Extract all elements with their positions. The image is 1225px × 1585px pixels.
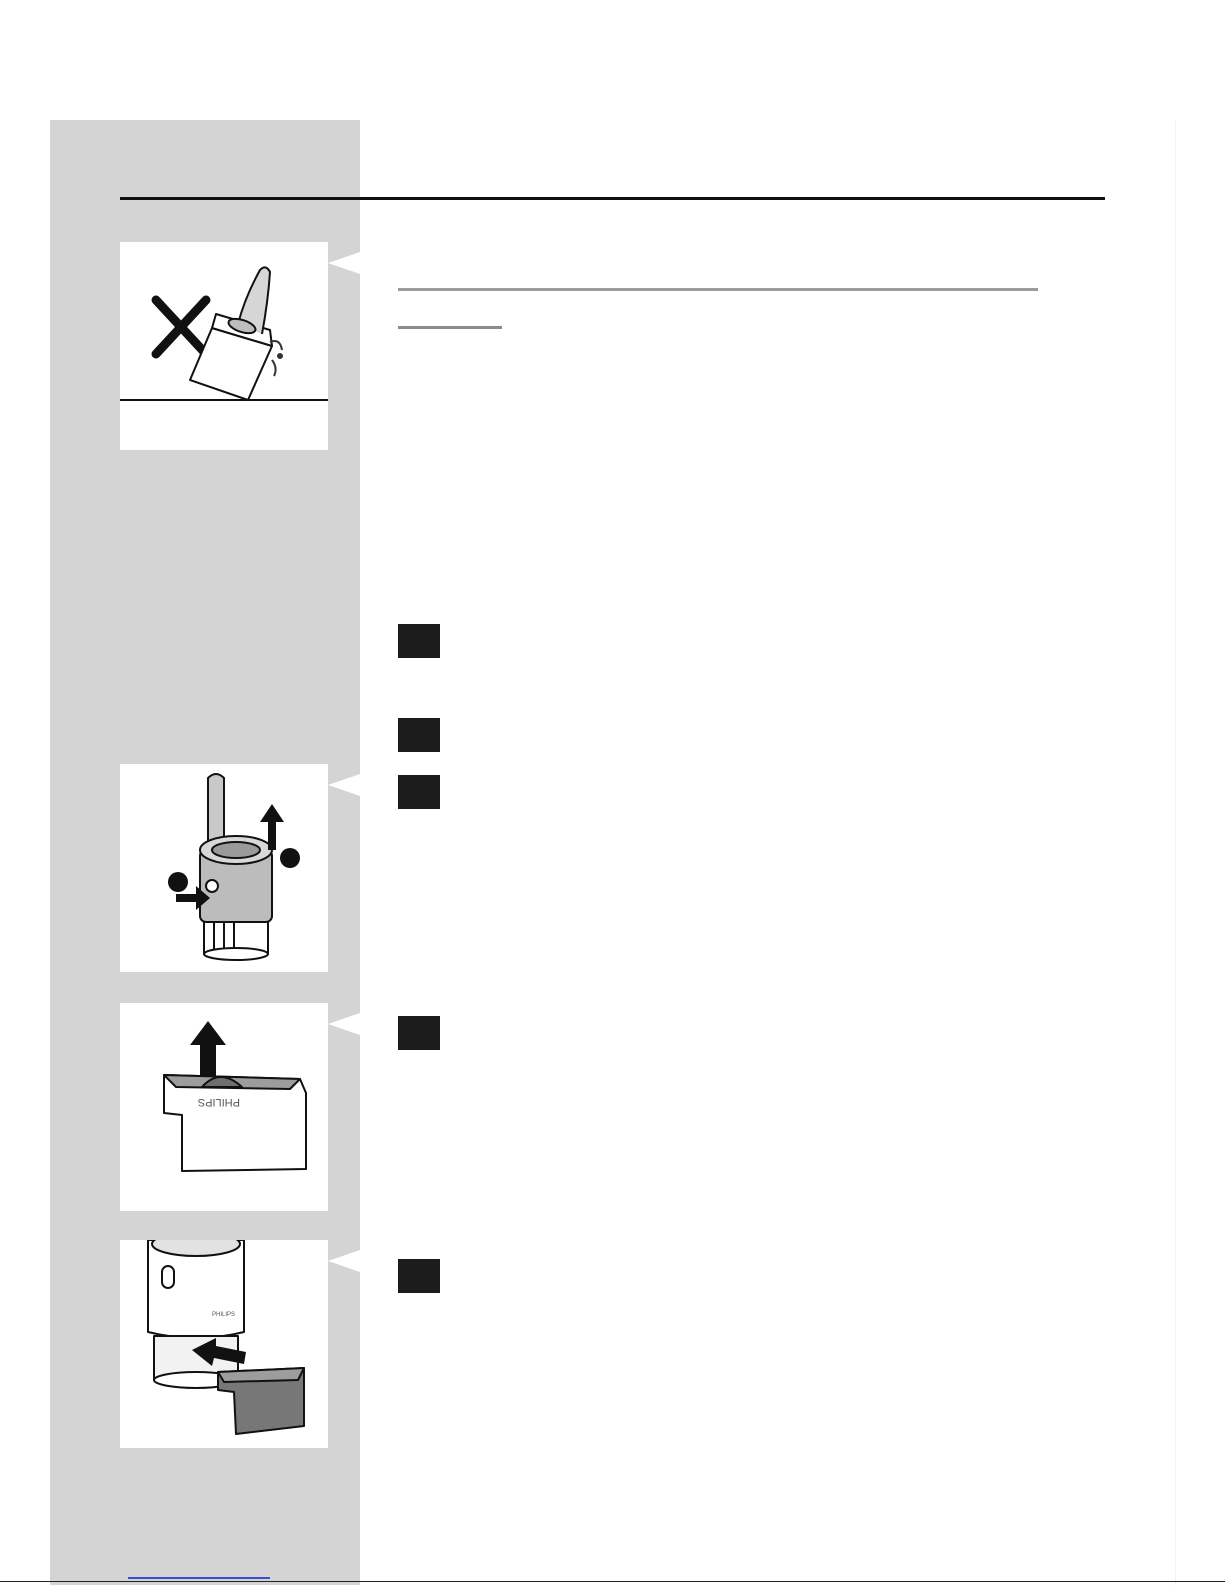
illustration-release-unit <box>120 764 328 972</box>
cartridge-brand-text: PHILIPS <box>197 1096 240 1108</box>
step-marker-1 <box>398 624 440 658</box>
figure-pointer <box>328 1013 360 1035</box>
tilted-cartridge-image <box>120 242 328 450</box>
callout-2-icon <box>168 872 188 892</box>
cleaning-cartridge-icon <box>190 267 272 400</box>
figure-pointer <box>328 774 360 796</box>
x-mark-icon <box>156 300 206 354</box>
cartridge-insert-image <box>120 1240 328 1448</box>
cartridge-icon <box>164 1075 306 1171</box>
illustration-do-not-tilt <box>120 242 328 450</box>
arrow-up-icon <box>190 1021 226 1077</box>
page-bottom-line <box>0 1581 1225 1582</box>
step-marker-5 <box>398 1259 440 1293</box>
figure-pointer <box>328 252 360 274</box>
cartridge-removal-image <box>120 1003 328 1211</box>
unit-brand-text: PHILIPS <box>212 1312 236 1318</box>
callout-1-icon <box>280 848 300 868</box>
cleaning-unit-icon <box>200 774 272 960</box>
illustration-insert-cartridge <box>120 1240 328 1448</box>
cleaning-unit-image <box>120 764 328 972</box>
right-margin-line <box>1175 120 1176 1585</box>
cartridge-icon <box>218 1368 304 1434</box>
section-heading-rule-short <box>398 326 502 329</box>
step-marker-3 <box>398 775 440 809</box>
figure-pointer <box>328 1250 360 1272</box>
step-marker-4 <box>398 1016 440 1050</box>
footer-link-underline[interactable] <box>128 1577 270 1579</box>
step-marker-2 <box>398 718 440 752</box>
section-top-rule <box>120 197 1105 200</box>
section-heading-rule <box>398 288 1038 291</box>
illustration-remove-cartridge <box>120 1003 328 1211</box>
